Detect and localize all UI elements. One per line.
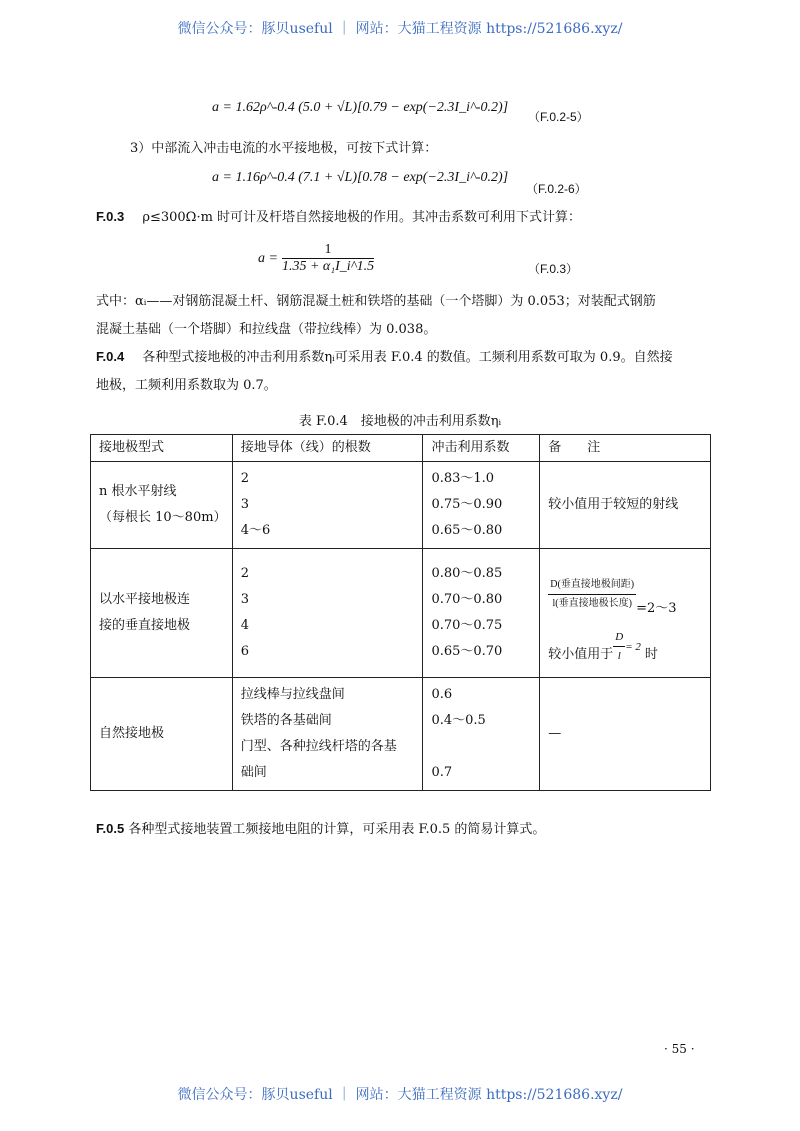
coefficient-table: [90, 434, 711, 791]
equation-lhs: a =: [258, 250, 278, 266]
where-line-1: 式中：αᵢ——对钢筋混凝土杆、钢筋混凝土桩和铁塔的基础（一个塔脚）为 0.053；对装配式钢筋: [96, 294, 656, 309]
cell-text: 0.7: [431, 765, 453, 780]
cell-text: 0.65～0.80: [431, 523, 503, 538]
cell-text: 0.65～0.70: [431, 644, 503, 659]
cell-text: 较小值用于: [548, 646, 614, 662]
cell-text: 0.83～1.0: [431, 471, 495, 486]
watermark-bottom: 微信公众号：豚贝useful ｜ 网站：大猫工程资源 https://521686.xyz/: [177, 1087, 623, 1103]
clause-text: 各种型式接地装置工频接地电阻的计算，可采用表 F.0.5 的简易计算式。: [128, 822, 546, 837]
cell-text: [431, 734, 531, 760]
cell-text: 6: [240, 644, 250, 659]
cell-text: 0.75～0.90: [431, 497, 503, 512]
cell-text: 2: [240, 566, 250, 581]
cell-text: 拉线棒与拉线盘间: [240, 687, 345, 702]
cell-text: 0.4～0.5: [431, 713, 486, 728]
where-line-2: 混凝土基础（一个塔脚）和拉线盘（带拉线棒）为 0.038。: [96, 322, 437, 337]
clause-label: F.0.3: [96, 209, 125, 224]
fraction-numerator: 1: [282, 242, 374, 259]
cell-text: 0.70～0.75: [431, 618, 503, 633]
fraction-denominator: l(垂直接地极长度): [552, 597, 632, 609]
header-cell: 接地极型式: [91, 435, 233, 462]
clause-label: F.0.5: [96, 821, 125, 836]
clause-text-cont: 地极，工频利用系数取为 0.7。: [96, 378, 277, 393]
fraction-denominator: 1.35 + α₁I_i^1.5: [281, 259, 375, 274]
cell-text: 时: [644, 646, 658, 662]
item-3-text: 3）中部流入冲击电流的水平接地极，可按下式计算：: [130, 141, 438, 156]
cell-text: 3: [240, 497, 250, 512]
cell-text: =2～3: [636, 600, 677, 616]
equation-f026: a = 1.16ρ^-0.4 (7.1 + √L)[0.78 − exp(−2.3I_i^-0.2)]: [212, 170, 509, 185]
watermark-top: 微信公众号：豚贝useful ｜ 网站：大猫工程资源 https://521686.xyz/: [177, 21, 623, 37]
header-cell: 备 注: [540, 435, 711, 462]
fraction-denominator: l: [617, 649, 621, 662]
equation-number: （F.0.3）: [528, 262, 579, 276]
table-caption: 表 F.0.4 接地极的冲击利用系数ηᵢ: [298, 414, 502, 429]
fraction-numerator: D: [613, 628, 625, 647]
table-row: [91, 678, 711, 791]
cell-text: 2: [240, 471, 250, 486]
clause-text: ρ≤300Ω·m 时可计及杆塔自然接地极的作用。其冲击系数可利用下式计算：: [142, 210, 582, 225]
cell-text: 4～6: [240, 523, 271, 538]
cell-text: 门型、各种拉线杆塔的各基: [240, 739, 397, 754]
cell-text: = 2: [625, 640, 641, 653]
cell-text: 4: [240, 618, 250, 633]
header-cell: 接地导体（线）的根数: [232, 435, 423, 462]
cell-text: （每根长 10～80m）: [99, 510, 227, 525]
clause-text: 各种型式接地极的冲击利用系数ηᵢ可采用表 F.0.4 的数值。工频利用系数可取为 0.9。自然接: [142, 350, 673, 365]
note-fraction: [613, 628, 625, 665]
page-number: · 55 ·: [664, 1042, 695, 1056]
equation-f025: a = 1.62ρ^-0.4 (5.0 + √L)[0.79 − exp(−2.3I_i^-0.2)]: [212, 100, 509, 115]
cell-text: 0.70～0.80: [431, 592, 503, 607]
cell-text: 铁塔的各基础间: [240, 713, 332, 728]
fraction-numerator: D(垂直接地极间距): [548, 576, 636, 595]
table-row: [91, 549, 711, 678]
table-header-row: [91, 435, 711, 462]
table-row: [91, 462, 711, 549]
cell-text: n 根水平射线: [99, 484, 177, 499]
clause-label: F.0.4: [96, 349, 125, 364]
cell-text: 接的垂直接地极: [99, 618, 191, 633]
note-fraction: [548, 576, 636, 613]
cell-text: —: [540, 678, 711, 791]
cell-text: 自然接地极: [91, 678, 233, 791]
cell-text: 3: [240, 592, 250, 607]
cell-text: 以水平接地极连: [99, 592, 191, 607]
cell-text: 较小值用于较短的射线: [540, 462, 711, 549]
cell-text: 0.80～0.85: [431, 566, 503, 581]
cell-text: 0.6: [431, 687, 453, 702]
cell-text: 础间: [240, 765, 267, 780]
equation-number: （F.0.2-6）: [526, 182, 587, 196]
equation-number: （F.0.2-5）: [528, 110, 589, 124]
header-cell: 冲击利用系数: [423, 435, 540, 462]
equation-f03: [258, 242, 374, 275]
